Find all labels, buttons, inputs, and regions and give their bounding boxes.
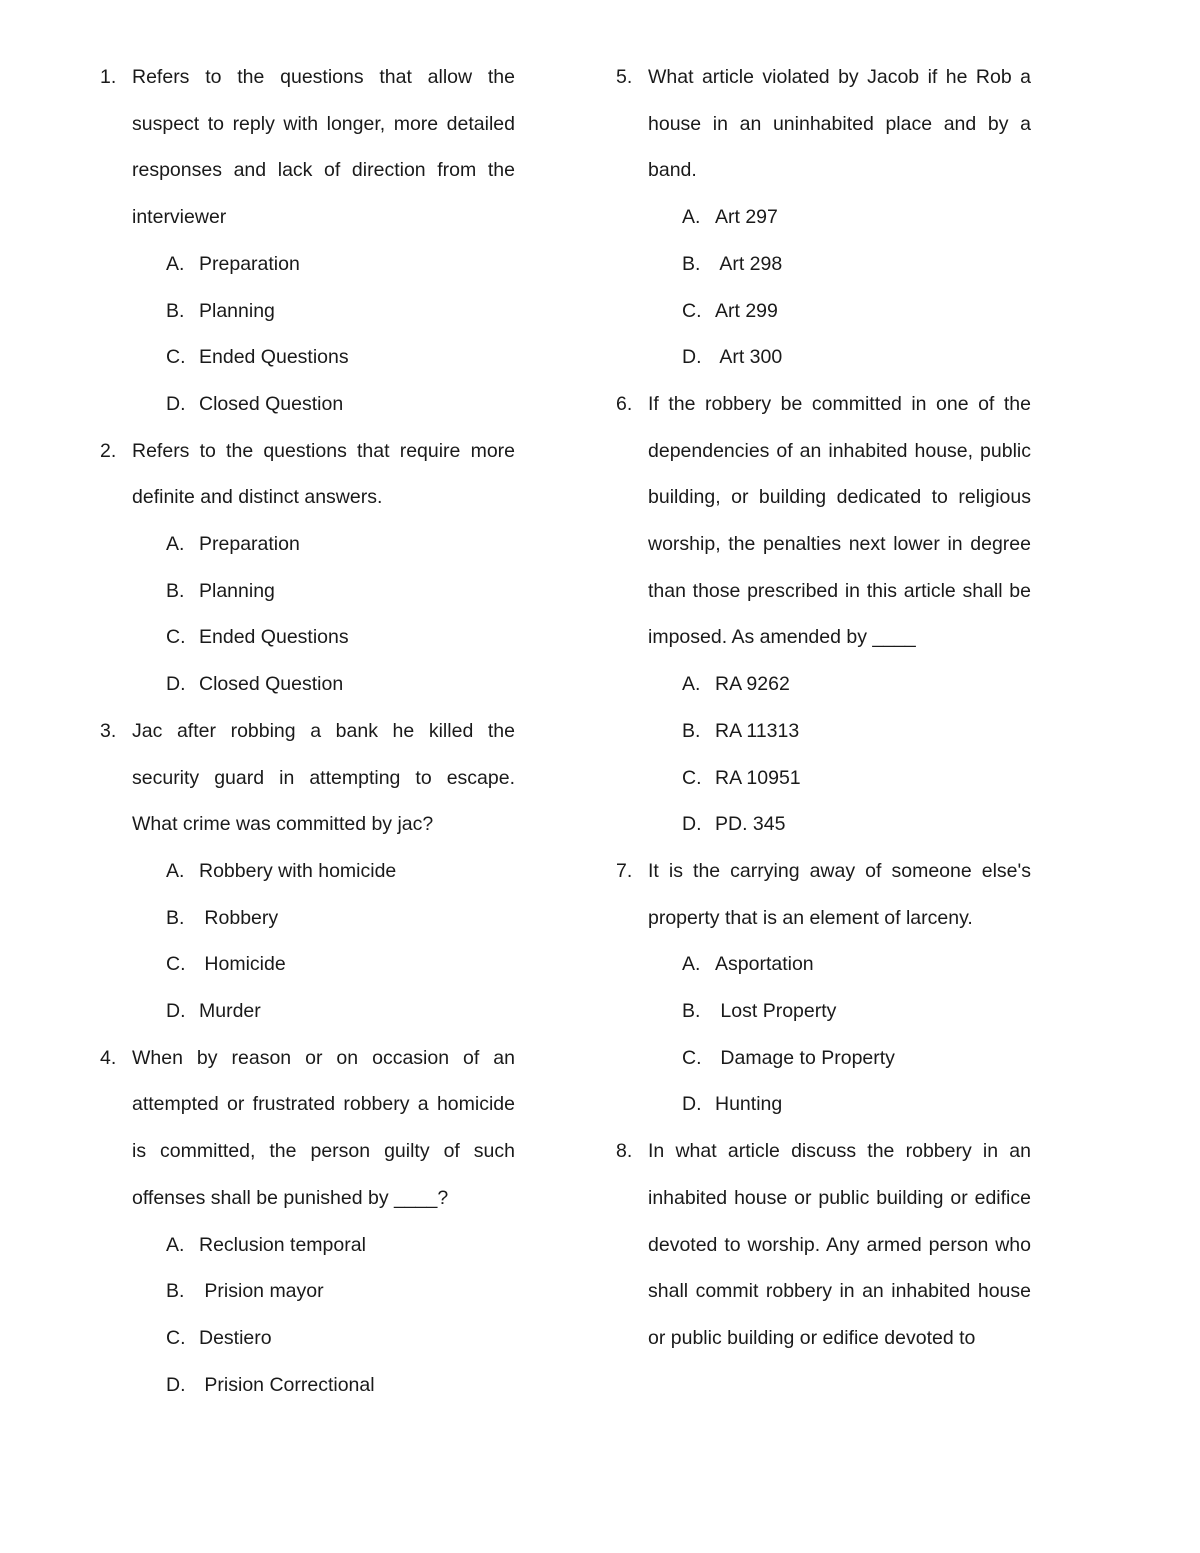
option-text: Homicide [199, 953, 286, 976]
option-text: Preparation [199, 533, 300, 556]
answer-option [100, 568, 515, 615]
option-text: Robbery with homicide [199, 859, 397, 882]
option-letter: C. [166, 1326, 186, 1349]
question [100, 1035, 515, 1222]
question-text: In what article discuss the robbery in an inhabited house or public building or edifice devoted to worship. Any armed person who shall commit robbery in an inhabited house or public building or edifice devoted to [648, 1140, 1031, 1349]
question-text: Refers to the questions that require more definite and distinct answers. [132, 439, 515, 509]
option-text: RA 9262 [715, 673, 790, 696]
answer-option [100, 661, 515, 708]
option-text: Planning [199, 579, 275, 602]
question-block [616, 848, 1031, 1128]
option-text: Prision mayor [199, 1280, 324, 1303]
answer-options [616, 661, 1031, 848]
question-number: 1. [100, 66, 117, 88]
answer-option [616, 801, 1031, 848]
option-text: Hunting [715, 1093, 783, 1116]
option-text: Closed Question [199, 673, 344, 696]
answer-options [616, 941, 1031, 1128]
option-text: Murder [199, 1000, 261, 1023]
answer-option [616, 288, 1031, 335]
question [616, 381, 1031, 661]
option-letter: B. [166, 906, 185, 929]
option-text: RA 11313 [715, 719, 800, 742]
answer-options [616, 194, 1031, 381]
question [616, 848, 1031, 941]
answer-option [100, 334, 515, 381]
option-letter: D. [682, 346, 702, 369]
answer-option [100, 614, 515, 661]
option-text: Closed Question [199, 392, 344, 415]
answer-option [100, 988, 515, 1035]
question [100, 708, 515, 848]
question-text: When by reason or on occasion of an attempted or frustrated robbery a homicide is committed, the person guilty of such offenses shall be punished by ____? [132, 1046, 515, 1209]
answer-options [100, 1222, 515, 1409]
answer-option [100, 1268, 515, 1315]
answer-option [616, 1035, 1031, 1082]
option-text: Preparation [199, 252, 300, 275]
option-letter: D. [166, 1000, 186, 1023]
option-letter: B. [166, 1280, 185, 1303]
answer-option [616, 661, 1031, 708]
answer-option [616, 1081, 1031, 1128]
option-text: PD. 345 [715, 813, 786, 836]
question-number: 5. [616, 66, 633, 88]
option-text: Destiero [199, 1326, 272, 1349]
option-text: Planning [199, 299, 275, 322]
answer-option [616, 334, 1031, 381]
option-letter: C. [682, 1046, 702, 1069]
answer-option [100, 381, 515, 428]
answer-option [616, 755, 1031, 802]
answer-option [100, 1315, 515, 1362]
option-text: Art 300 [715, 346, 783, 369]
question-text: If the robbery be committed in one of the dependencies of an inhabited house, public building, or building dedicated to religious worship, the penalties next lower in degree than those prescribed in this article shall be imposed. As amended by ____ [648, 392, 1031, 649]
answer-option [100, 521, 515, 568]
answer-options [100, 521, 515, 708]
question [616, 54, 1031, 194]
question-text: It is the carrying away of someone else's property that is an element of larceny. [648, 859, 1031, 929]
option-letter: D. [682, 1093, 702, 1116]
option-letter: D. [166, 673, 186, 696]
answer-option [100, 241, 515, 288]
option-letter: A. [166, 533, 185, 556]
option-letter: B. [682, 252, 701, 275]
question-text: Jac after robbing a bank he killed the security guard in attempting to escape. What crime was committed by jac? [132, 719, 515, 836]
answer-option [100, 848, 515, 895]
question-block [616, 1128, 1031, 1362]
option-text: Ended Questions [199, 626, 349, 649]
option-letter: B. [166, 579, 185, 602]
option-text: Art 298 [715, 252, 783, 275]
answer-option [100, 1222, 515, 1269]
option-text: Prision Correctional [199, 1373, 375, 1396]
option-letter: B. [166, 299, 185, 322]
question-number: 8. [616, 1140, 633, 1163]
question-number: 3. [100, 719, 117, 742]
answer-option [616, 241, 1031, 288]
option-letter: A. [682, 953, 701, 976]
option-letter: C. [166, 953, 186, 976]
answer-option [100, 895, 515, 942]
answer-option [616, 941, 1031, 988]
option-letter: A. [166, 252, 185, 275]
question-number: 2. [100, 439, 117, 462]
option-text: Art 299 [715, 299, 778, 322]
answer-option [100, 288, 515, 335]
option-letter: B. [682, 719, 701, 742]
option-letter: C. [166, 626, 186, 649]
question-number: 7. [616, 859, 633, 882]
option-letter: B. [682, 1000, 701, 1023]
question-block [100, 1035, 515, 1409]
option-text: RA 10951 [715, 766, 801, 789]
question-number: 4. [100, 1046, 117, 1069]
option-letter: A. [166, 859, 185, 882]
left-column [100, 54, 515, 1408]
answer-option [616, 194, 1031, 241]
option-text: Reclusion temporal [199, 1233, 366, 1256]
question-block [100, 708, 515, 1035]
answer-option [616, 708, 1031, 755]
option-text: Art 297 [715, 206, 778, 229]
question-number: 6. [616, 392, 633, 415]
answer-options [100, 241, 515, 428]
option-text: Ended Questions [199, 346, 349, 369]
option-text: Asportation [715, 953, 814, 976]
question-block [100, 428, 515, 708]
question-text: Refers to the questions that allow the suspect to reply with longer, more detailed responses and lack of direction from the interviewer [132, 66, 515, 229]
option-letter: C. [682, 299, 702, 322]
question-block [100, 54, 515, 428]
option-letter: A. [682, 673, 701, 696]
question [100, 54, 515, 241]
question-block [616, 54, 1031, 381]
answer-options [100, 848, 515, 1035]
option-letter: D. [166, 1373, 186, 1396]
question-block [616, 381, 1031, 848]
option-text: Damage to Property [715, 1046, 895, 1069]
question-text: What article violated by Jacob if he Rob a house in an uninhabited place and by a band. [648, 66, 1031, 182]
option-letter: D. [166, 392, 186, 415]
option-text: Robbery [199, 906, 279, 929]
answer-option [100, 941, 515, 988]
option-letter: A. [166, 1233, 185, 1256]
option-letter: C. [166, 346, 186, 369]
question [100, 428, 515, 521]
right-column [616, 54, 1031, 1362]
answer-option [100, 1362, 515, 1409]
answer-option [616, 988, 1031, 1035]
option-letter: C. [682, 766, 702, 789]
option-letter: A. [682, 206, 701, 229]
option-text: Lost Property [715, 1000, 837, 1023]
question [616, 1128, 1031, 1362]
option-letter: D. [682, 813, 702, 836]
